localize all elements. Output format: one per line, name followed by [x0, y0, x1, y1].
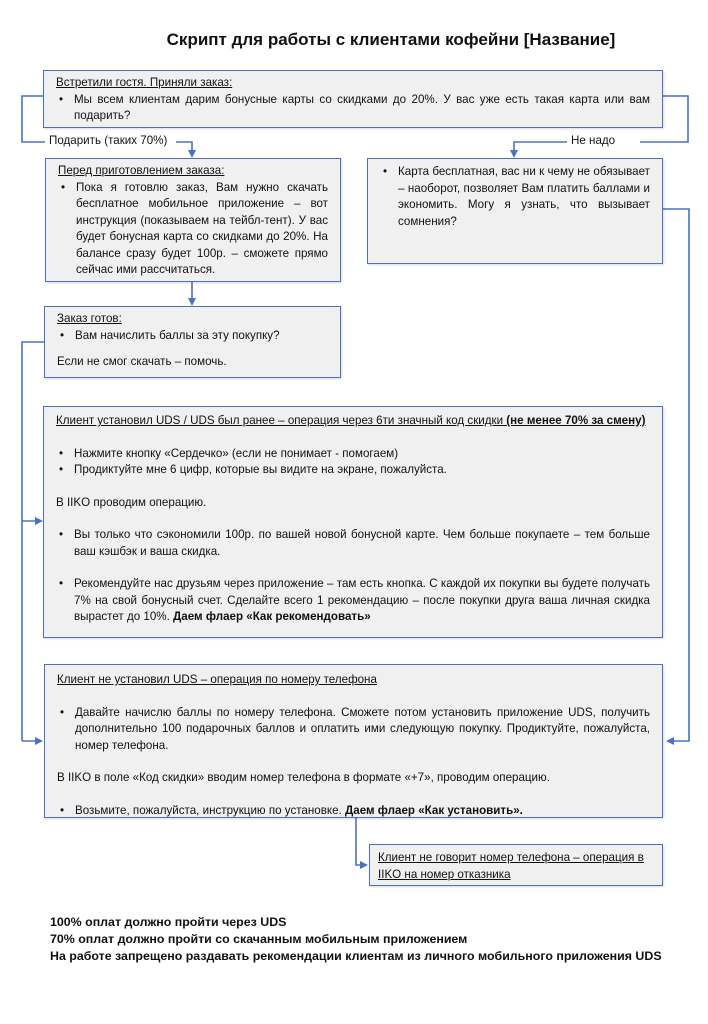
- box-note: Если не смог скачать – помочь.: [57, 355, 227, 368]
- box-note: В IIKO в поле «Код скидки» вводим номер телефона в формате «+7», проводим операцию.: [57, 771, 550, 784]
- bullet-item: • Мы всем клиентам дарим бонусные карты со скидками до 20%. У вас уже есть такая карта или вам подарить?: [56, 92, 650, 125]
- footer-rules: [50, 914, 670, 965]
- connector-phone-refuse: [356, 817, 366, 865]
- connector-gift-arrow: [176, 142, 192, 156]
- heading-text: Клиент установил UDS / UDS был ранее – операция через 6ти значный код скидки: [56, 414, 507, 427]
- bullet-item: • Карта бесплатная, вас ни к чему не обязывает – наоборот, позволяет Вам платить баллами и экономить. Могу я узнать, что вызывает сомнения?: [380, 164, 650, 230]
- branch-label-gift: Подарить (таких 70%): [45, 134, 171, 147]
- bullet-item: • Продиктуйте мне 6 цифр, которые вы видите на экране, пожалуйста.: [56, 462, 650, 479]
- box-heading: Клиент не говорит номер телефона – операция в IIKO на номер отказника: [378, 851, 644, 881]
- connector-gift: [22, 96, 45, 142]
- box-heading: Встретили гостя. Приняли заказ:: [56, 76, 233, 89]
- bullet-item: • Давайте начислю баллы по номеру телефона. Сможете потом установить приложение UDS, получить дополнительно 100 подарочных баллов и оплатить ими следующую покупку. Продиктуйте, пожалуйста, номер телефона.: [57, 705, 650, 755]
- box-note: В IIKO проводим операцию.: [56, 495, 207, 509]
- heading-bold: (не менее 70% за смену): [506, 414, 646, 427]
- connector-no-phone: [663, 209, 689, 741]
- box-heading: [56, 413, 650, 430]
- branch-label-no: Не надо: [567, 134, 619, 147]
- box-before-preparation: [45, 158, 341, 282]
- connector-no-arrow: [514, 142, 568, 156]
- bullet-item: • Нажмите кнопку «Сердечко» (если не понимает - помогаем): [56, 446, 650, 463]
- box-heading: Перед приготовлением заказа:: [58, 164, 225, 177]
- box-phone-operation: [44, 664, 663, 818]
- bullet-item: [57, 803, 650, 820]
- box-heading: Заказ готов:: [57, 312, 122, 325]
- bullet-item: [56, 576, 650, 626]
- box-greet-guest: [43, 70, 663, 128]
- box-uds-installed: [43, 406, 663, 638]
- bullet-bold: Даем флаер «Как рекомендовать»: [173, 610, 371, 623]
- footer-rule: На работе запрещено раздавать рекомендации клиентам из личного мобильного приложения UDS: [50, 949, 662, 963]
- bullet-bold: Даем флаер «Как установить».: [344, 803, 523, 817]
- bullet-text: Возьмите, пожалуйста, инструкцию по установке.: [75, 803, 345, 817]
- box-refuse-phone: [369, 844, 663, 886]
- box-order-ready: [44, 306, 341, 378]
- footer-rule: 100% оплат должно пройти через UDS: [50, 915, 287, 929]
- connector-ready-trunk: [22, 342, 44, 741]
- footer-rule: 70% оплат должно пройти со скачанным мобильным приложением: [50, 932, 468, 946]
- bullet-item: • Пока я готовлю заказ, Вам нужно скачать бесплатное мобильное приложение – вот инструкция (показываем на тейбл-тент). У вас будет бонусная карта со скидками до 20%. На балансе сразу будет 100р. – сможете прямо сейчас ими рассчитаться.: [58, 180, 328, 279]
- box-heading: Клиент не установил UDS – операция по номеру телефона: [57, 673, 377, 686]
- box-no-need: [367, 158, 663, 264]
- bullet-item: • Вам начислить баллы за эту покупку?: [57, 328, 328, 345]
- bullet-text: Рекомендуйте нас друзьям через приложение – там есть кнопка. С каждой их покупки вы будете получать 7% на свой бонусный счет. Сделайте всего 1 рекомендацию – после покупки друга ваша личная скидка вырастет до 10%.: [74, 577, 650, 623]
- page-title: Скрипт для работы с клиентами кофейни [Название]: [166, 30, 616, 49]
- bullet-item: • Вы только что сэкономили 100р. по вашей новой бонусной карте. Чем больше покупаете – тем больше ваш кэшбэк и ваша скидка.: [56, 527, 650, 560]
